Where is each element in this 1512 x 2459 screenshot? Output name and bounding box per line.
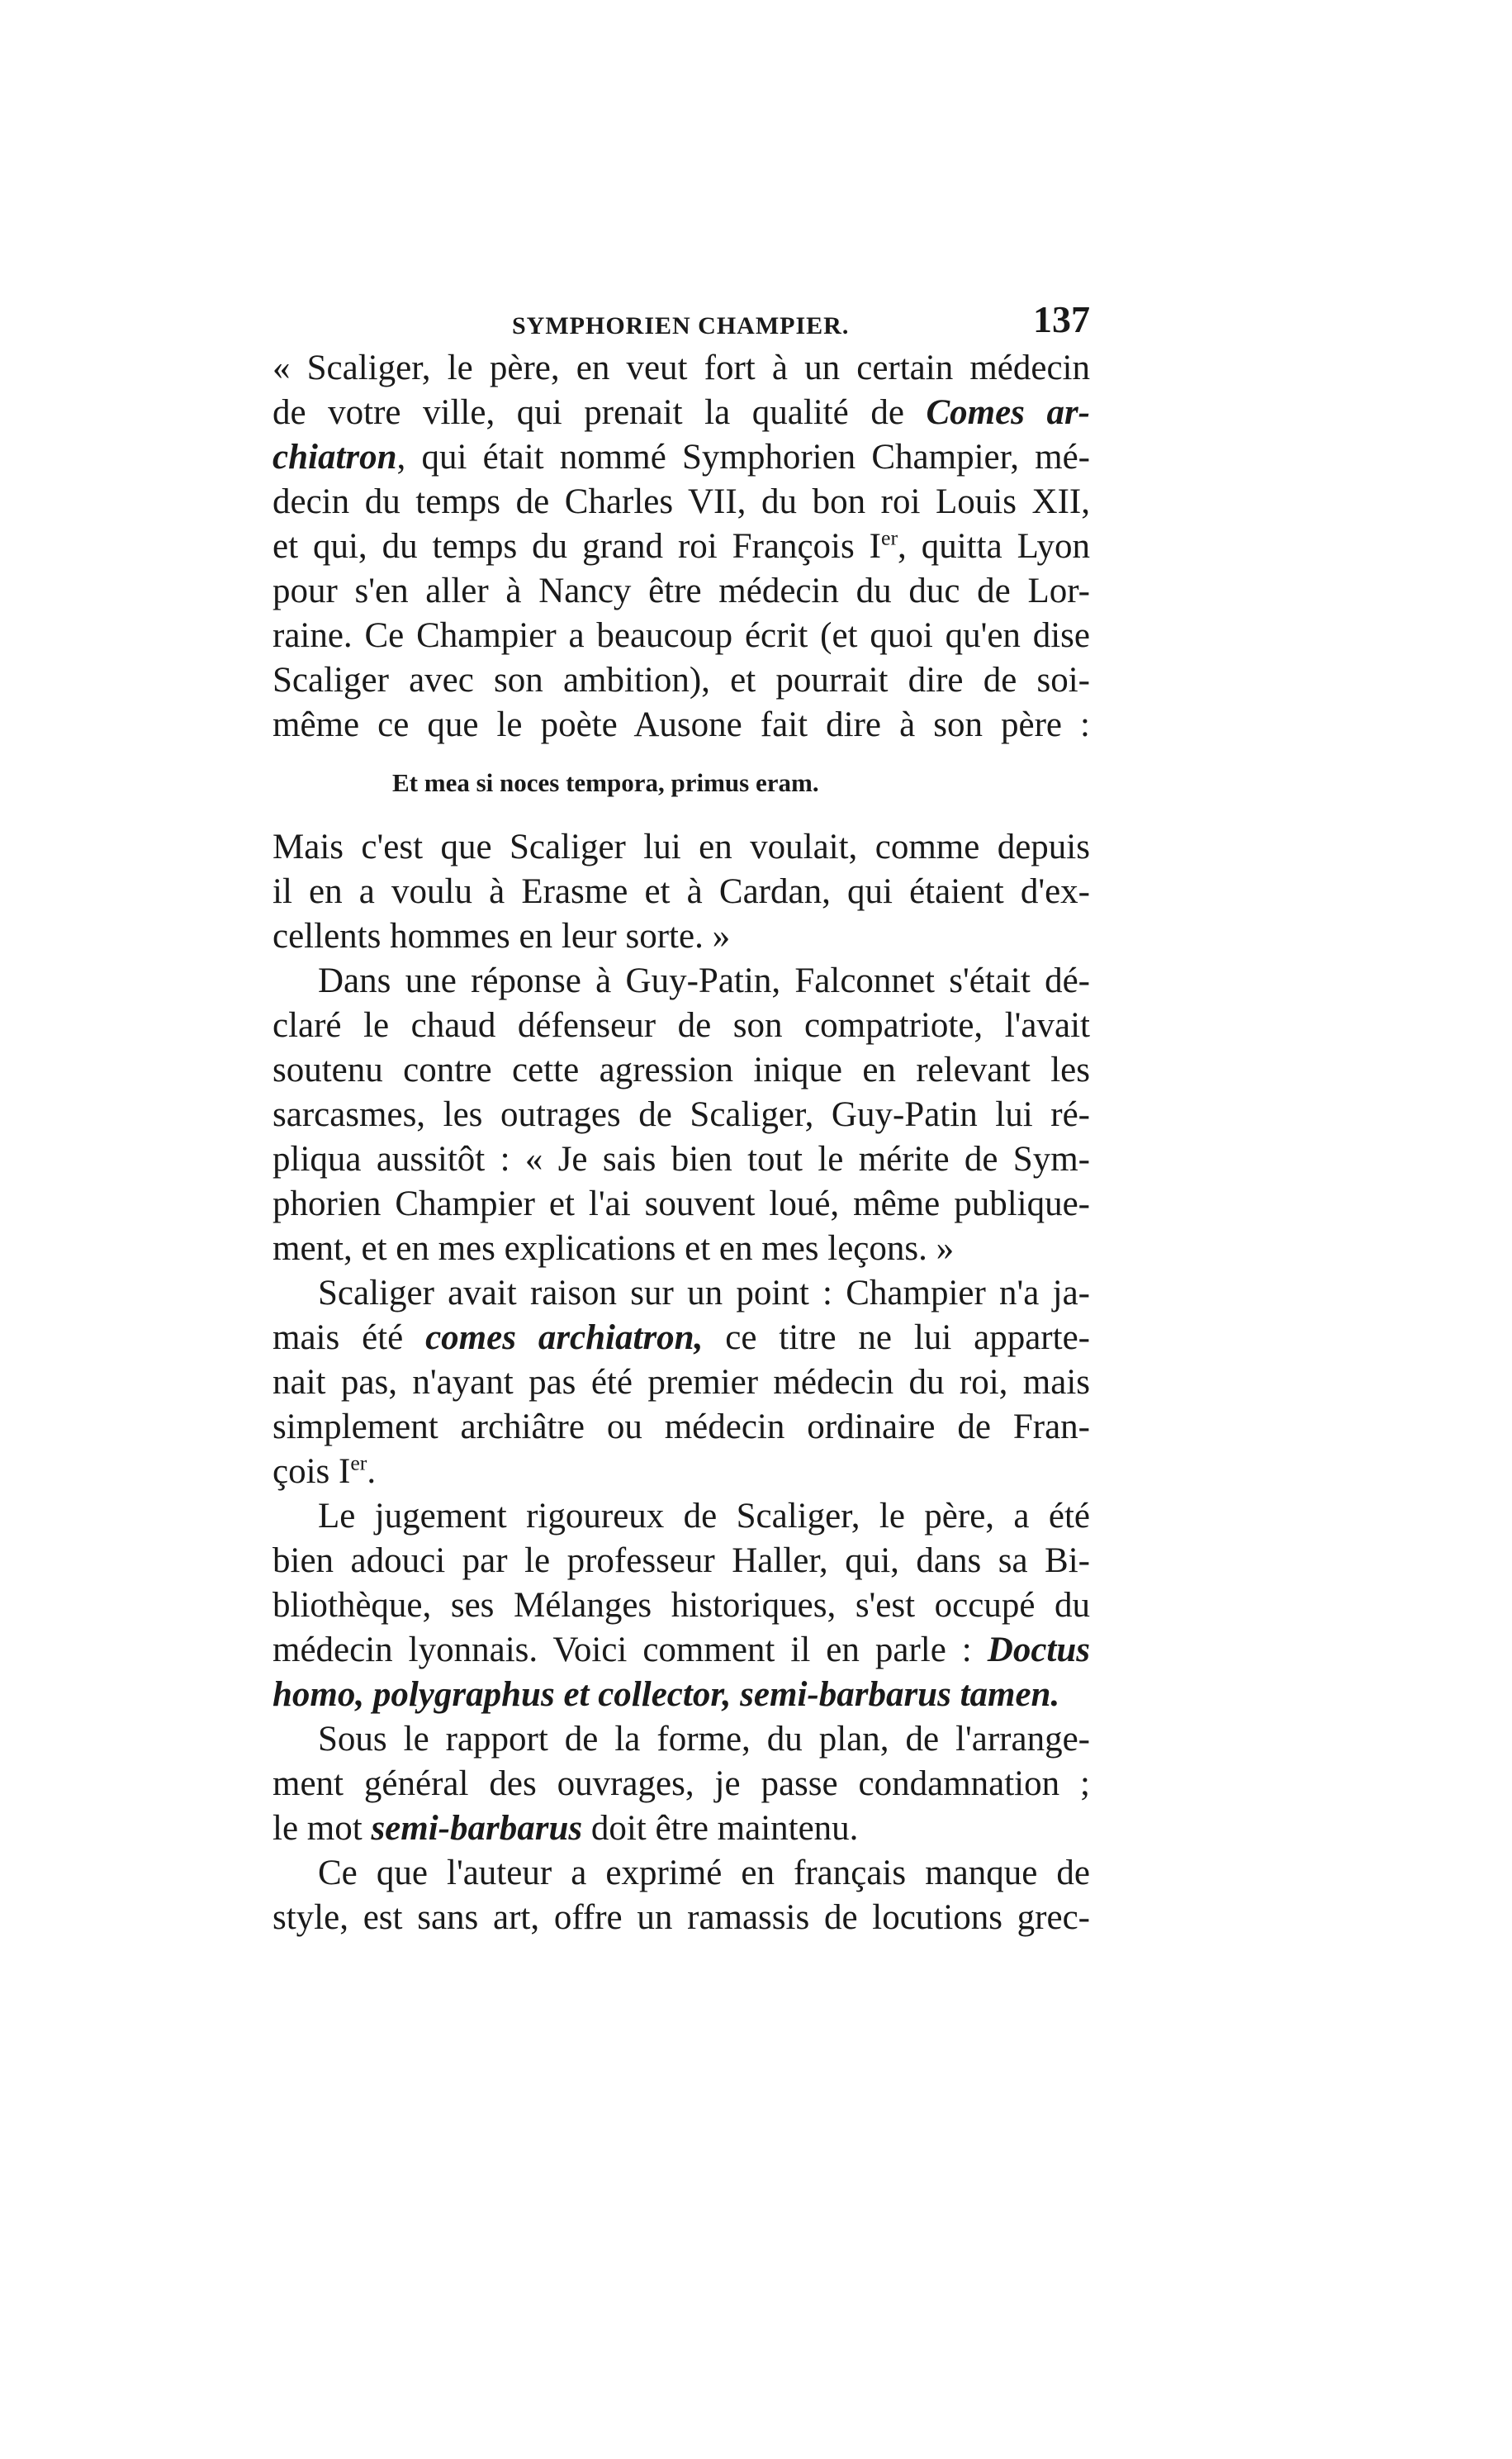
text-line: Scaliger avait raison sur un point : Champier n'a ja- — [318, 1274, 1090, 1313]
text-line: claré le chaud défenseur de son compatriote, l'avait — [273, 1006, 1090, 1045]
text-line: phorien Champier et l'ai souvent loué, même publique- — [273, 1184, 1090, 1223]
text-line: pour s'en aller à Nancy être médecin du duc de Lor- — [273, 572, 1090, 610]
verse-quote: Et mea si noces tempora, primus eram. — [392, 768, 819, 797]
text-line: le mot semi-barbarus doit être maintenu. — [273, 1809, 859, 1848]
text-line: bliothèque, ses Mélanges historiques, s'est occupé du — [273, 1586, 1090, 1625]
text-line: et qui, du temps du grand roi François Ier, quitta Lyon — [273, 525, 1090, 566]
text-line: Dans une réponse à Guy-Patin, Falconnet s'était dé- — [318, 961, 1090, 1000]
text-line: médecin lyonnais. Voici comment il en parle : Doctus — [273, 1631, 1090, 1669]
text-line: même ce que le poète Ausone fait dire à son père : — [273, 705, 1090, 744]
text-line: cellents hommes en leur sorte. » — [273, 917, 731, 956]
text-line: bien adouci par le professeur Haller, qui, dans sa Bi- — [273, 1541, 1090, 1580]
text-line: Ce que l'auteur a exprimé en français manque de — [318, 1854, 1090, 1892]
text-line: nait pas, n'ayant pas été premier médecin du roi, mais — [273, 1363, 1090, 1402]
text-line: style, est sans art, offre un ramassis de locutions grec- — [273, 1898, 1090, 1937]
text-line: chiatron, qui était nommé Symphorien Champier, mé- — [273, 438, 1090, 477]
page-number: 137 — [1033, 298, 1090, 340]
text-line: raine. Ce Champier a beaucoup écrit (et quoi qu'en dise — [273, 616, 1090, 655]
text-line: Mais c'est que Scaliger lui en voulait, comme depuis — [273, 828, 1090, 866]
text-line: soutenu contre cette agression inique en relevant les — [273, 1051, 1090, 1089]
text-line: Scaliger avec son ambition), et pourrait dire de soi- — [273, 661, 1090, 700]
running-head: SYMPHORIEN CHAMPIER. — [512, 312, 850, 339]
text-line: « Scaliger, le père, en veut fort à un certain médecin — [273, 349, 1090, 387]
text-line: Sous le rapport de la forme, du plan, de l'arrange- — [318, 1720, 1090, 1759]
text-line: simplement archiâtre ou médecin ordinaire de Fran- — [273, 1408, 1090, 1446]
text-line: homo, polygraphus et collector, semi-barbarus tamen. — [273, 1675, 1060, 1714]
text-line: de votre ville, qui prenait la qualité de Comes ar- — [273, 393, 1090, 432]
text-line: pliqua aussitôt : « Je sais bien tout le mérite de Sym- — [273, 1140, 1090, 1179]
text-line: çois Ier. — [273, 1450, 377, 1491]
text-line: decin du temps de Charles VII, du bon roi Louis XII, — [273, 482, 1090, 521]
text-line: mais été comes archiatron, ce titre ne lui apparte- — [273, 1318, 1090, 1357]
text-line: sarcasmes, les outrages de Scaliger, Guy-Patin lui ré- — [273, 1095, 1090, 1134]
text-line: il en a voulu à Erasme et à Cardan, qui étaient d'ex- — [273, 872, 1090, 911]
text-line: ment général des ouvrages, je passe condamnation ; — [273, 1764, 1090, 1803]
text-line: Le jugement rigoureux de Scaliger, le père, a été — [318, 1497, 1090, 1536]
text-line: ment, et en mes explications et en mes leçons. » — [273, 1229, 955, 1268]
